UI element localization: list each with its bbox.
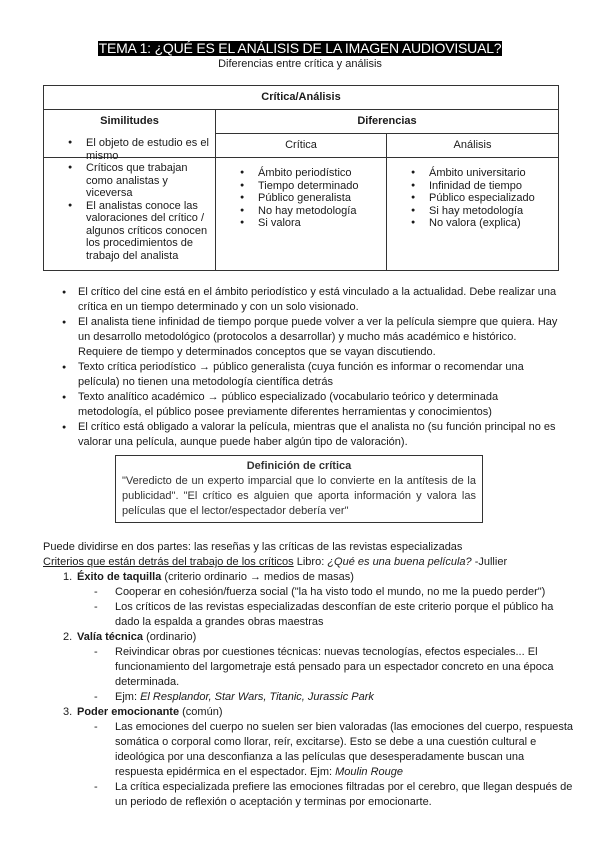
- book-title: ¿Qué es una buena película?: [327, 556, 472, 568]
- list-item: ● El objeto de estudio es el mismo: [86, 137, 209, 162]
- criterion-title: Poder emocionante: [77, 706, 180, 718]
- similitudes-cell: [44, 137, 216, 271]
- criterion-subitem: [43, 585, 573, 600]
- list-item: ● Infinidad de tiempo: [429, 180, 552, 193]
- list-item: ● El crítico está obligado a valorar la película, mientras que el analista no (su función principal no es valorar una película, aunque puede haber algún tipo de valoración).: [78, 420, 563, 450]
- list-item: ● Si hay metodología: [429, 205, 552, 218]
- film-examples: El Resplandor, Star Wars, Titanic, Jurassic Park: [140, 691, 374, 703]
- intro-paragraph: Puede dividirse en dos partes: las reseñas y las críticas de las revistas especializadas: [43, 541, 463, 553]
- book-author: -Jullier: [471, 556, 508, 568]
- criterion-subitem: [43, 690, 573, 705]
- criteria-list: [43, 570, 573, 810]
- criterion-item: [43, 570, 573, 585]
- critica-cell: [216, 158, 387, 271]
- subitem-text: Cooperar en cohesión/fuerza social ("la ha visto todo el mundo, no me la puedo perder"): [115, 586, 546, 598]
- criterion-number: 2.: [63, 631, 73, 643]
- list-item: ● Público especializado: [429, 192, 552, 205]
- dash-marker: -: [94, 586, 98, 598]
- dash-marker: -: [94, 601, 98, 613]
- table-title: Crítica/Análisis: [44, 86, 559, 110]
- dash-marker: -: [94, 691, 98, 703]
- header-diferencias: Diferencias: [216, 110, 559, 134]
- list-item: ● Público generalista: [258, 192, 380, 205]
- subitem-text: Ejm:: [115, 691, 141, 703]
- differences-bullet-list: [78, 285, 563, 450]
- subitem-text: Reivindicar obras por cuestiones técnicas: nuevas tecnologías, efectos especiales... El funcionamiento del largometraje está pensado para un espectador concreto en una época determinada.: [115, 646, 554, 688]
- list-item: ● Texto crítica periodístico → público generalista (cuya función es informar o recomendar una película) no tienen una metodología científica detrás: [78, 360, 563, 390]
- comparison-table: [43, 85, 559, 271]
- subheader-critica: Crítica: [216, 134, 387, 158]
- list-item: ● El analistas conoce las valoraciones del crítico / algunos críticos conocen los procedimientos de trabajo del analista: [86, 200, 209, 263]
- criterion-subitem: [43, 720, 573, 780]
- criterion-number: 3.: [63, 706, 73, 718]
- list-item: ● El crítico del cine está en el ámbito periodístico y está vinculado a la actualidad. Debe realizar una crítica en un tiempo determinado y con un solo visionado.: [78, 285, 563, 315]
- page-title: TEMA 1: ¿QUÉ ES EL ANÁLISIS DE LA IMAGEN AUDIOVISUAL?: [98, 40, 502, 56]
- criterion-subitem: [43, 780, 573, 810]
- criterion-number: 1.: [63, 571, 73, 583]
- list-item: ● No hay metodología: [258, 205, 380, 218]
- page-subtitle: Diferencias entre crítica y análisis: [218, 58, 382, 70]
- dash-marker: -: [94, 721, 98, 733]
- list-item: ● Críticos que trabajan como analistas y viceversa: [86, 162, 209, 200]
- page-title-container: [0, 41, 600, 58]
- criterion-subitem: [43, 600, 573, 630]
- criterion-title: Éxito de taquilla: [77, 571, 162, 583]
- list-item: ● El analista tiene infinidad de tiempo porque puede volver a ver la película siempre que quiera. Hay un desarrollo metodológico (protocolos a desarrollar) y mucho más académico e histórico. Requiere de tiempo y determinados conceptos que se vayan discutiendo.: [78, 315, 563, 360]
- definition-heading: Definición de crítica: [246, 460, 352, 472]
- list-item: ● Ámbito universitario: [429, 167, 552, 180]
- definition-box: [115, 455, 483, 523]
- criteria-label: Criterios que están detrás del trabajo de los críticos: [43, 556, 294, 568]
- list-item: ● No valora (explica): [429, 217, 552, 230]
- film-example: Moulin Rouge: [335, 766, 403, 778]
- subitem-text: Las emociones del cuerpo no suelen ser bien valoradas (las emociones del cuerpo, respuesta somática o corporal como llorar, reír, excitarse). Esto se debe a una cuestión cultural e ideológica por una desconfianza a las películas que desesperadamente buscan una respuesta epidérmica en el espectador. Ejm:: [115, 721, 573, 778]
- analisis-cell: [387, 158, 559, 271]
- subitem-text: La crítica especializada prefiere las emociones filtradas por el cerebro, que llegan después de un periodo de reflexión o aceptación y terminas por emocionarte.: [115, 781, 573, 808]
- dash-marker: -: [94, 781, 98, 793]
- criterion-item: [43, 630, 573, 645]
- list-item: ● Tiempo determinado: [258, 180, 380, 193]
- subheader-analisis: Análisis: [387, 134, 559, 158]
- criterion-note: (ordinario): [143, 631, 197, 643]
- critica-list: [216, 158, 386, 230]
- criterion-item: [43, 705, 573, 720]
- criterion-subitem: [43, 645, 573, 690]
- criterion-note: (común): [179, 706, 223, 718]
- list-item: ● Si valora: [258, 217, 380, 230]
- subitem-text: Los críticos de las revistas especializadas desconfían de este criterio porque el público ha dado la espalda a grandes obras maestras: [115, 601, 554, 628]
- criterion-title: Valía técnica: [77, 631, 144, 643]
- book-prefix: Libro:: [293, 556, 328, 568]
- criteria-heading-line: [43, 555, 573, 570]
- header-similitudes-label: Similitudes: [100, 115, 159, 127]
- analisis-list: [387, 158, 558, 230]
- dash-marker: -: [94, 646, 98, 658]
- definition-quote: "Veredicto de un experto imparcial que lo convierte en la antítesis de la publicidad". "El crítico es alguien que aporta información y valora las películas que el lector/espectador debería ver": [122, 475, 476, 517]
- list-item: ● Ámbito periodístico: [258, 167, 380, 180]
- list-item: ● Texto analítico académico → público especializado (vocabulario teórico y determinada metodología, el público posee previamente diferentes herramientas y conocimientos): [78, 390, 563, 420]
- criterion-note: (criterio ordinario → medios de masas): [161, 571, 354, 583]
